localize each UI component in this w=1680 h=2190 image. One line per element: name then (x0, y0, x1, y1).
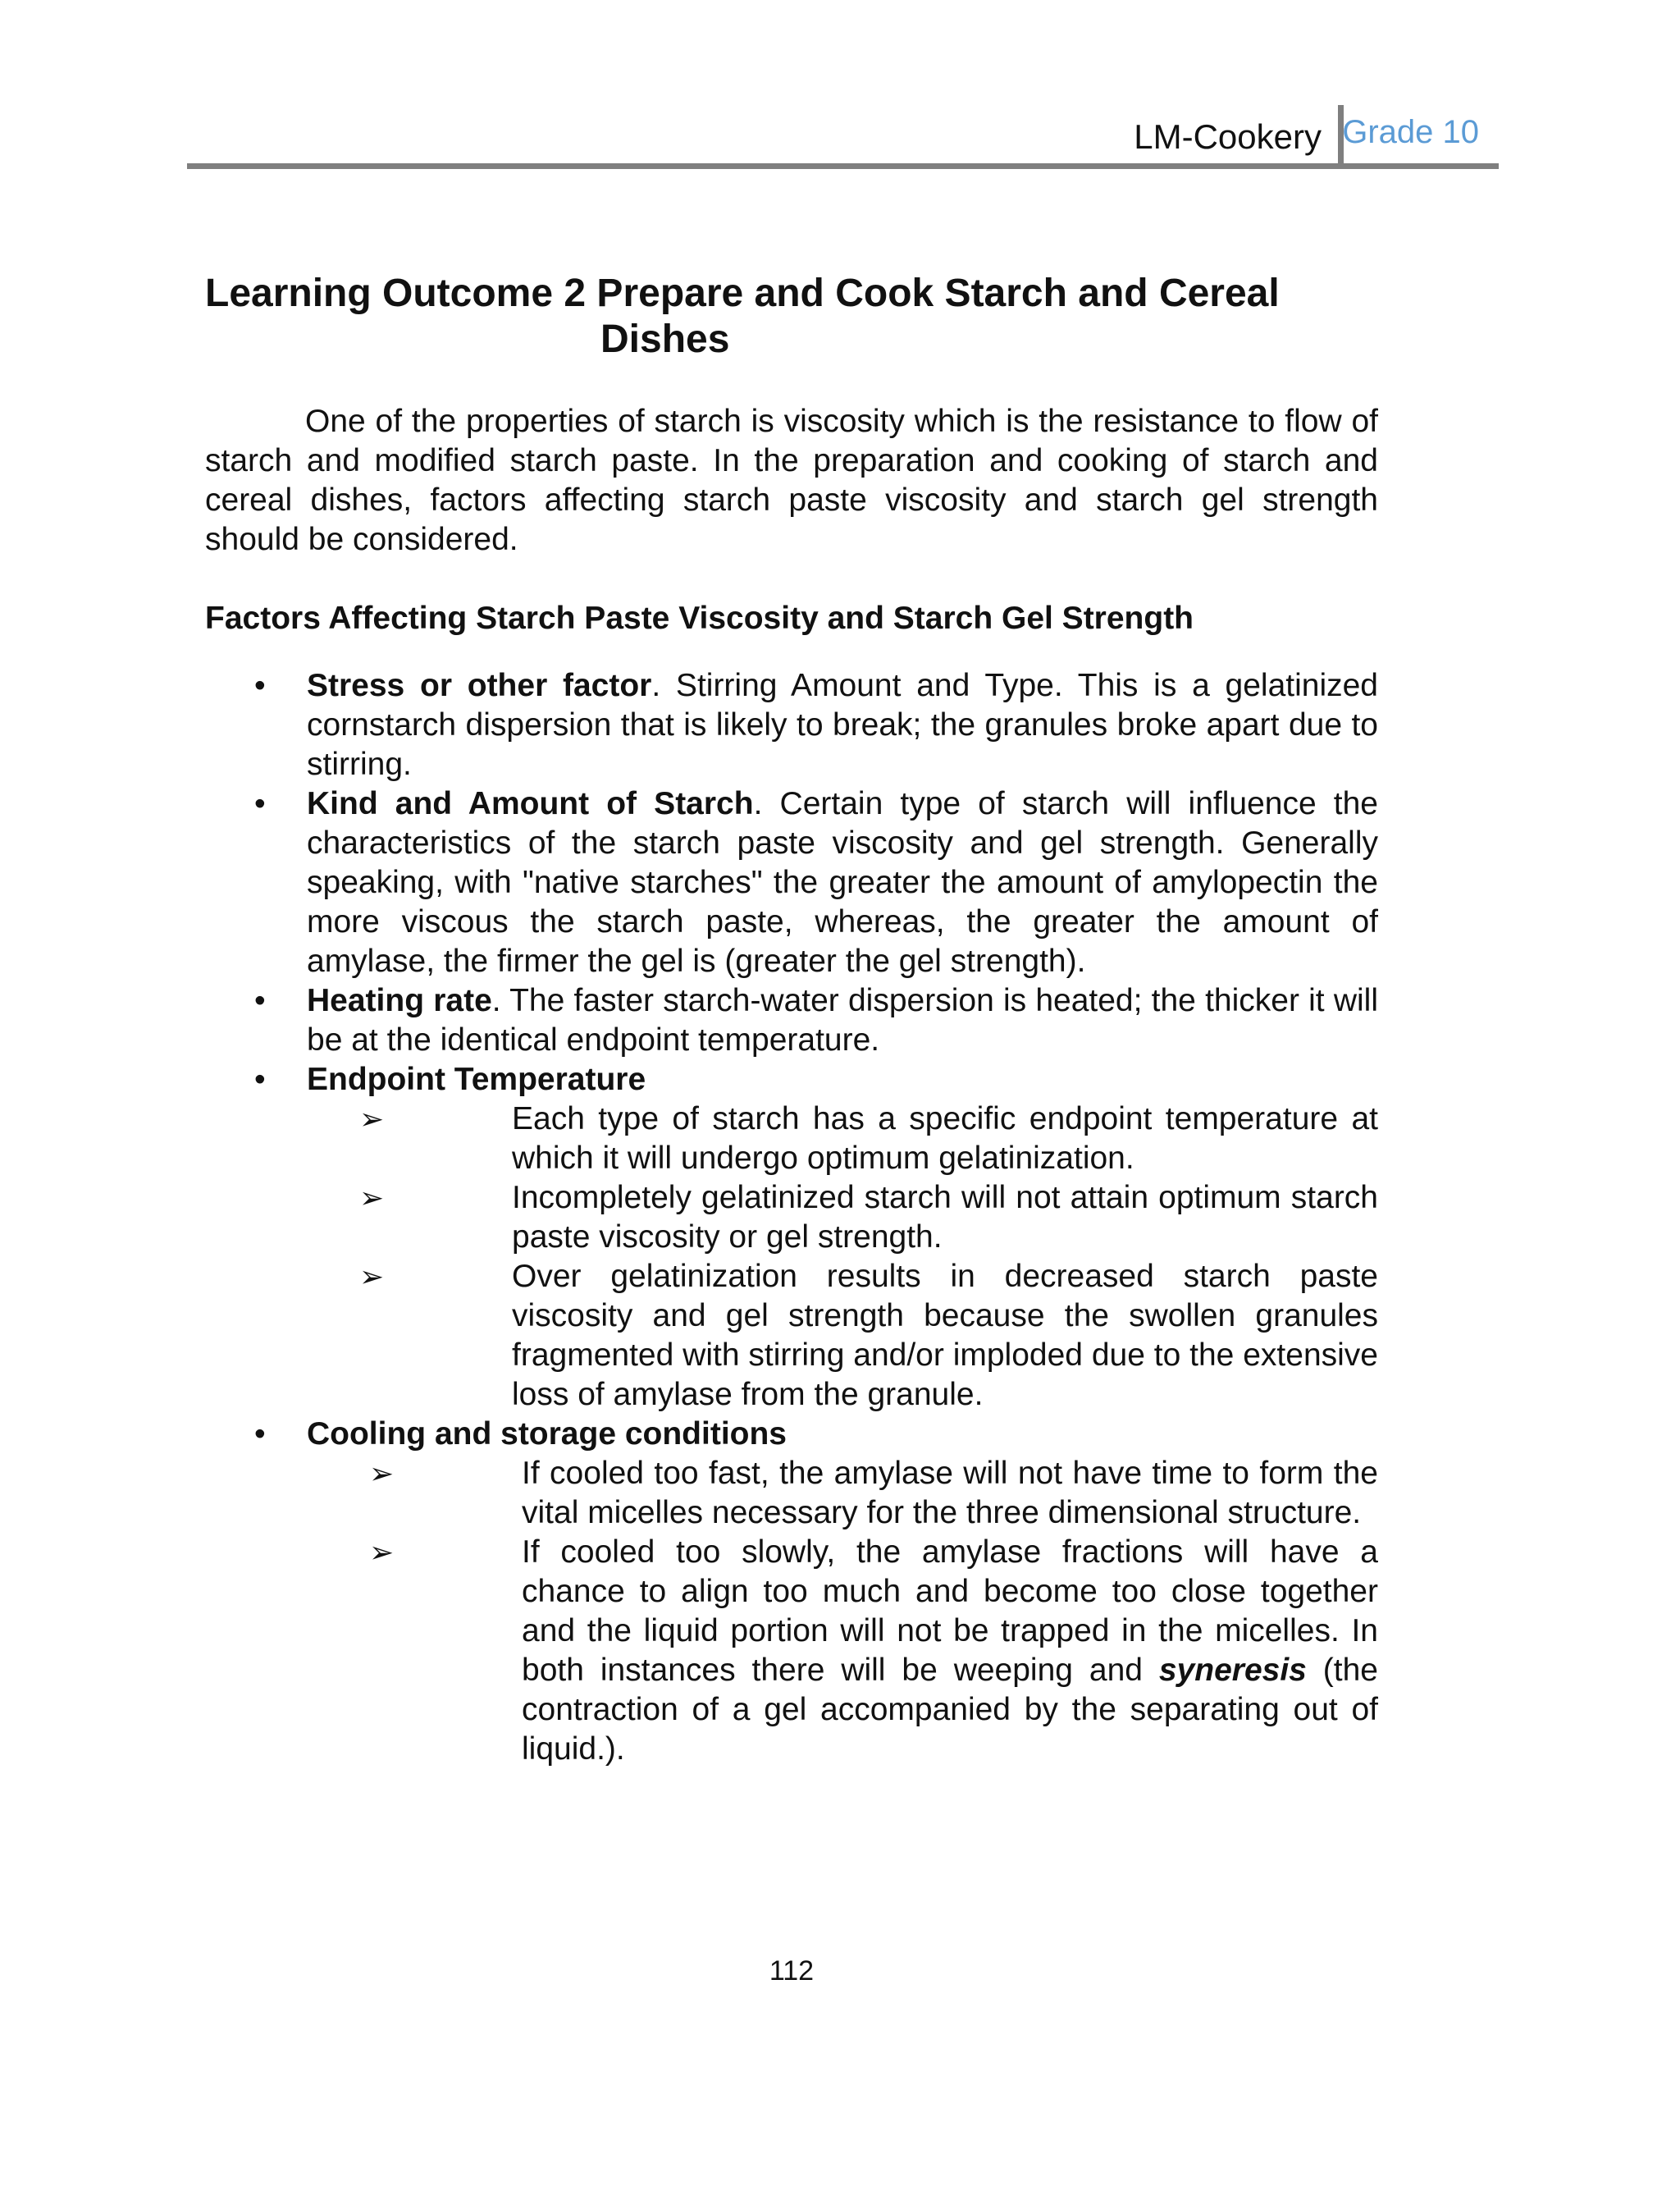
sub-item-text: (the contraction of a gel accompanied by the separating out of liquid.). (522, 1653, 1378, 1767)
intro-text: One of the properties of starch is viscosity which is the resistance to flow of starch and modified starch paste. In the preparation and cooking of starch and cereal dishes, factors affecting starch paste viscosity and starch gel strength should be considered. (205, 404, 1378, 557)
bullet-icon: • (254, 786, 266, 821)
page-header (187, 98, 1500, 164)
list-item (205, 1415, 1378, 1769)
bullet-icon: • (254, 1416, 266, 1452)
term-syneresis: syneresis (1158, 1653, 1307, 1688)
list-item (205, 784, 1378, 981)
sub-item-text: Over gelatinization results in decreased starch paste viscosity and gel strength because the swollen granules fragmented with stirring and/or imploded due to the extensive loss of amylase from the granule. (512, 1259, 1378, 1412)
list-item (205, 981, 1378, 1060)
bullet-icon: • (254, 668, 266, 703)
title-line-1: Learning Outcome 2 Prepare and Cook Starch and Cereal (205, 272, 1280, 315)
factor-list (205, 666, 1378, 1769)
sub-list-item (205, 1178, 1378, 1257)
sub-item-text: If cooled too slowly, the amylase fractions will have a chance to align too much and become too close together and the liquid portion will not be trapped in the micelles. In both instances there will be weeping and (522, 1534, 1378, 1688)
list-item (205, 1060, 1378, 1415)
sub-list-item (205, 1257, 1378, 1415)
factor-label: Stress or other factor (307, 668, 652, 703)
factor-text: . The faster starch-water dispersion is heated; the thicker it will be at the identical endpoint temperature. (307, 983, 1378, 1058)
section-heading: Factors Affecting Starch Paste Viscosity and Starch Gel Strength (205, 601, 1194, 636)
page-title (205, 271, 1354, 363)
arrowhead-icon: ➢ (359, 1260, 385, 1293)
bullet-icon: • (254, 1062, 266, 1097)
arrowhead-icon: ➢ (369, 1456, 395, 1490)
arrowhead-icon: ➢ (359, 1102, 385, 1136)
sub-list-item (205, 1533, 1378, 1769)
factor-text: . Certain type of starch will influence the characteristics of the starch paste viscosity and gel strength. Generally speaking, with "native starches" the greater the amount of amylopectin the more viscous the starch paste, whereas, the greater the amount of amylase, the firmer the gel is (greater the gel strength). (307, 786, 1378, 979)
bullet-icon: • (254, 983, 266, 1018)
arrowhead-icon: ➢ (369, 1535, 395, 1569)
grade-level: Grade 10 (1342, 114, 1479, 150)
sub-item-text: Each type of starch has a specific endpoint temperature at which it will undergo optimum gelatinization. (512, 1101, 1378, 1176)
sub-list-item (205, 1100, 1378, 1178)
factor-label: Cooling and storage conditions (307, 1416, 787, 1452)
intro-paragraph (205, 402, 1378, 560)
title-line-2: Dishes (600, 318, 730, 361)
factor-label: Kind and Amount of Starch (307, 786, 754, 821)
factor-text: . Stirring Amount and Type. This is a gelatinized cornstarch dispersion that is likely to break; the granules broke apart due to stirring. (307, 668, 1378, 782)
page-number: 112 (769, 1955, 815, 1987)
header-rule (187, 163, 1499, 169)
factor-label: Heating rate (307, 983, 492, 1018)
sub-item-text: Incompletely gelatinized starch will not attain optimum starch paste viscosity or gel strength. (512, 1180, 1378, 1255)
sub-item-text: If cooled too fast, the amylase will not have time to form the vital micelles necessary for the three dimensional structure. (522, 1456, 1378, 1530)
arrowhead-icon: ➢ (359, 1181, 385, 1214)
factor-label: Endpoint Temperature (307, 1062, 646, 1097)
sub-list-item (205, 1454, 1378, 1533)
course-name: LM-Cookery (1134, 117, 1322, 156)
list-item (205, 666, 1378, 784)
